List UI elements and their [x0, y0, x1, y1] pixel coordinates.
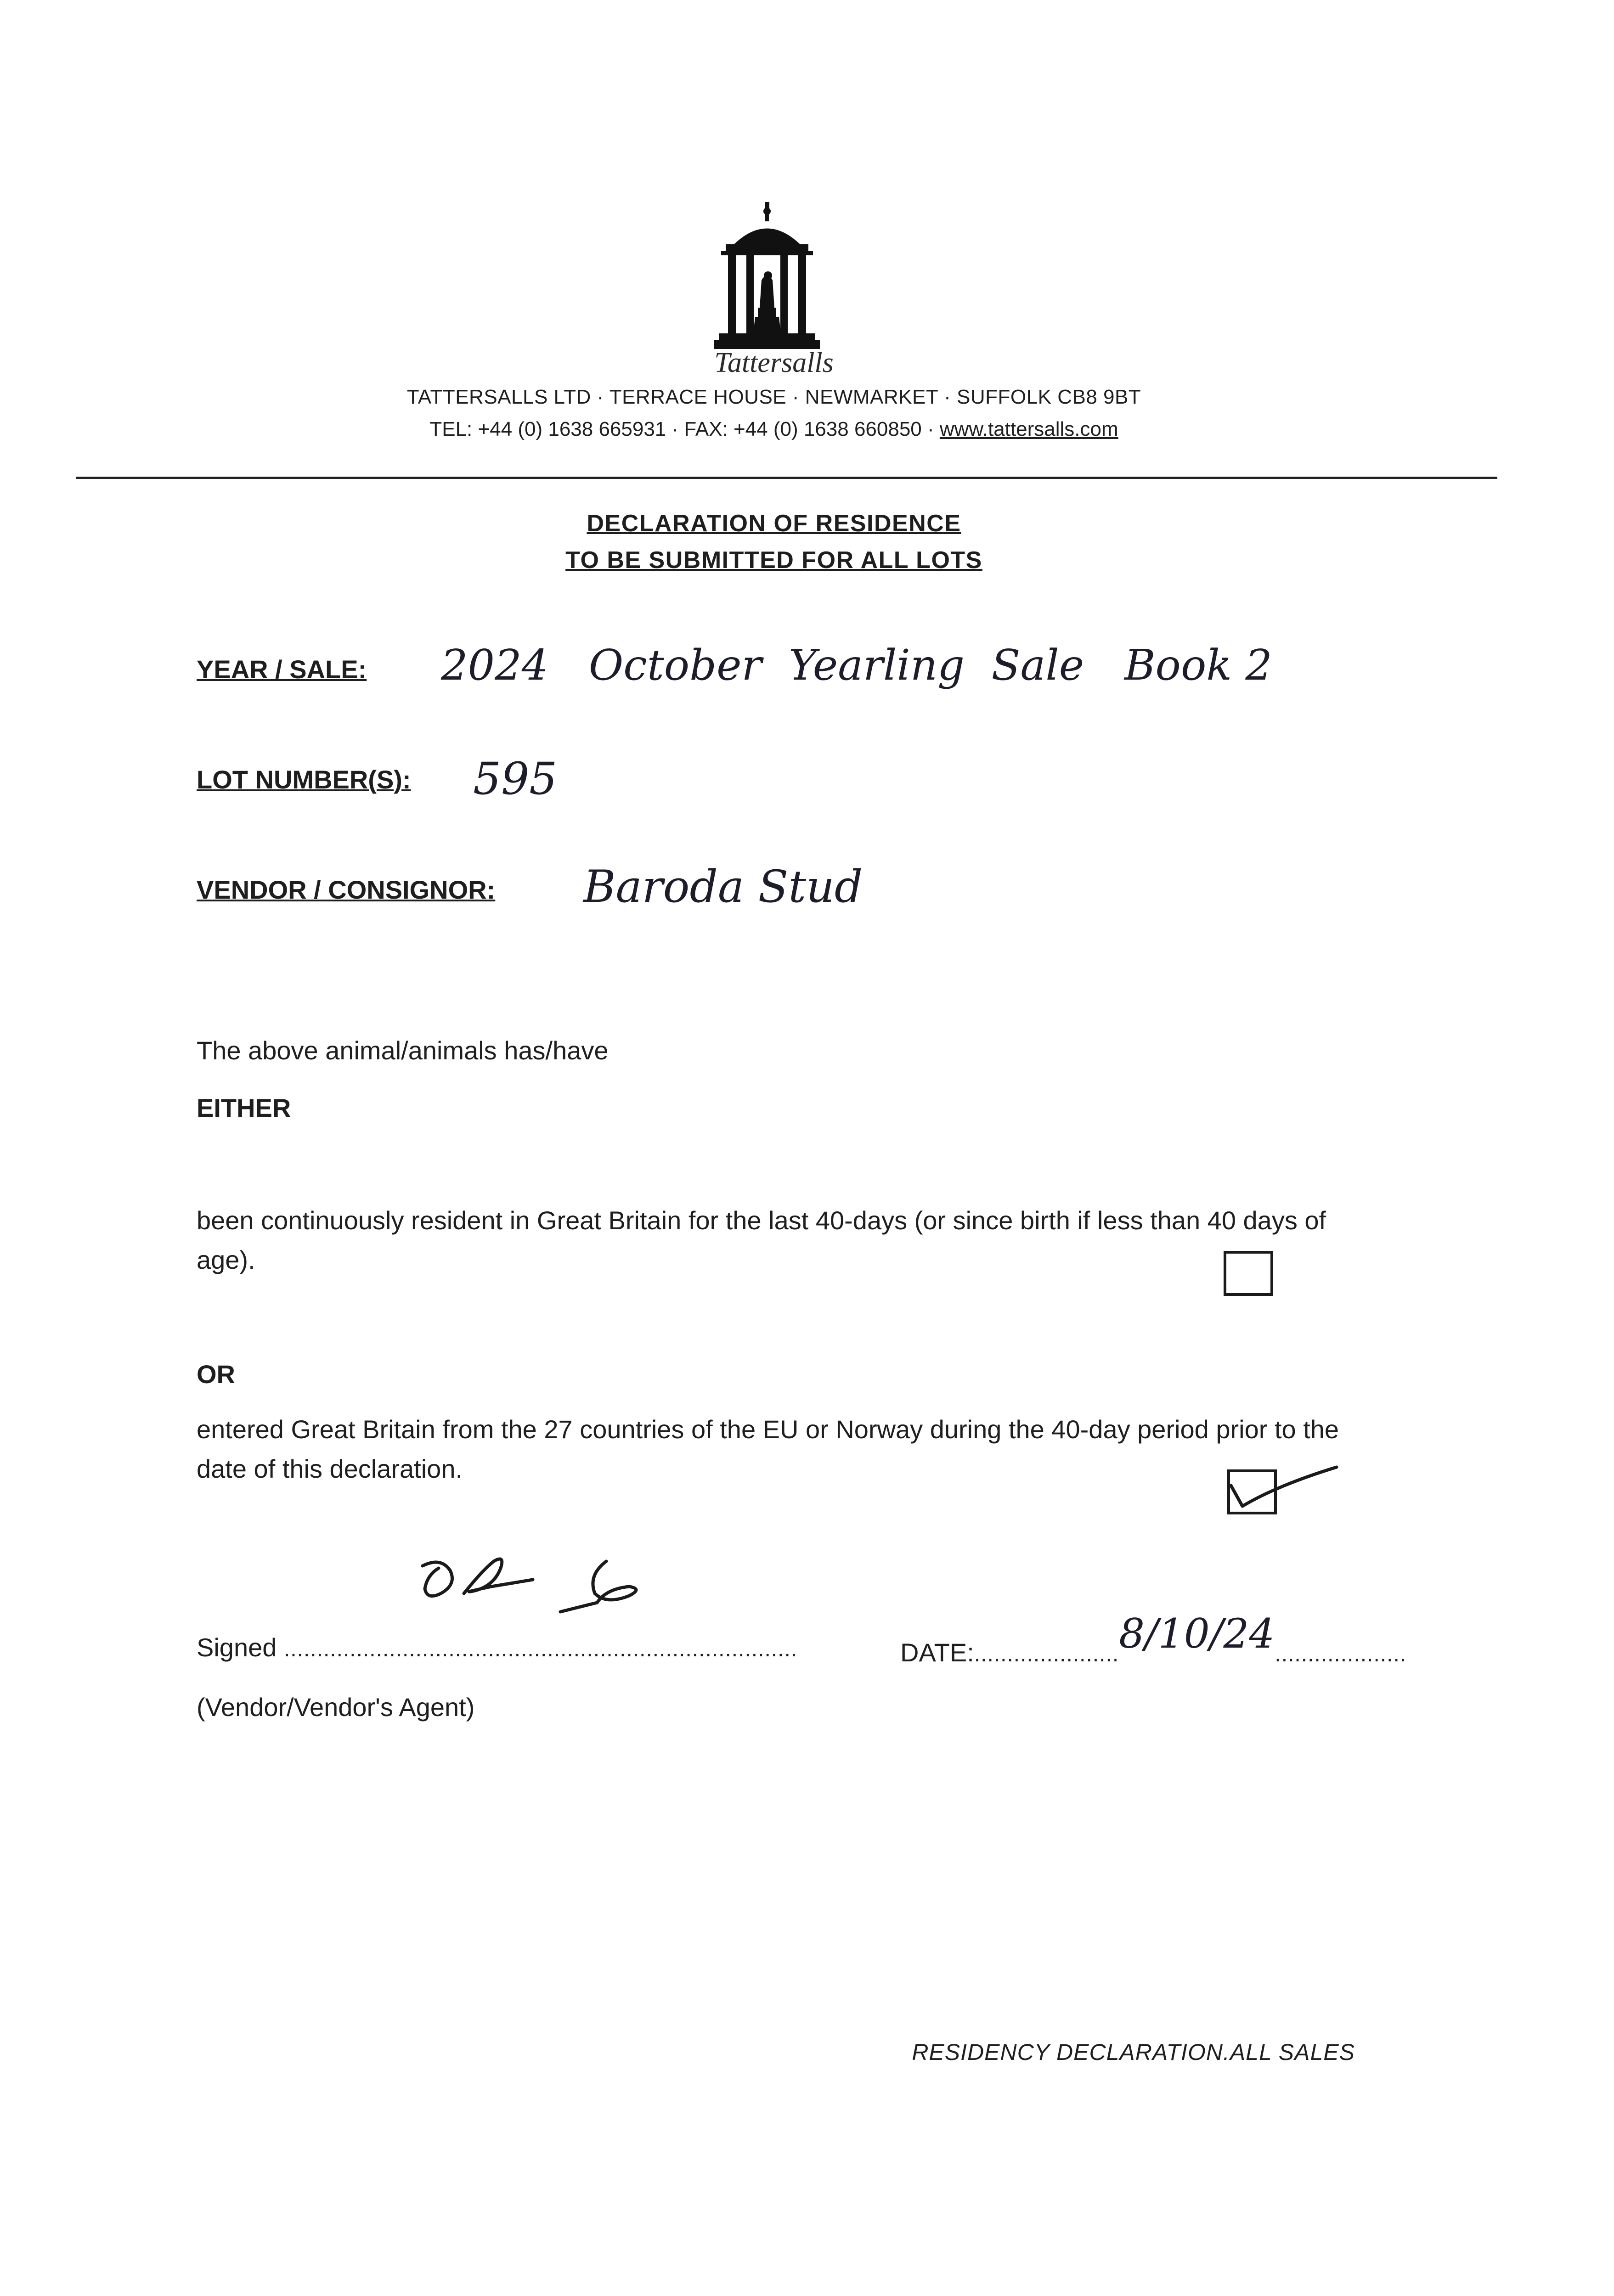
signer-role: (Vendor/Vendor's Agent)	[197, 1693, 475, 1722]
year-sale-label: YEAR / SALE:	[197, 655, 367, 684]
signed-field[interactable]: ..............................................................................	[283, 1637, 798, 1661]
option-1-checkbox[interactable]	[1224, 1251, 1273, 1296]
vendor-label: VENDOR / CONSIGNOR:	[197, 875, 496, 904]
header-divider	[76, 477, 1497, 479]
document-subtitle: TO BE SUBMITTED FOR ALL LOTS	[565, 547, 982, 574]
vendor-value[interactable]: Baroda Stud	[583, 861, 863, 912]
checkmark-icon	[1222, 1453, 1341, 1522]
or-label: OR	[197, 1360, 235, 1389]
date-value[interactable]: 8/10/24	[1119, 1610, 1275, 1657]
brand-name: Tattersalls	[714, 347, 834, 378]
option-2-text: entered Great Britain from the 27 countries of the EU or Norway during the 40-day period prior to the date of this declaration.	[197, 1415, 1339, 1483]
footer-reference: RESIDENCY DECLARATION.ALL SALES	[912, 2039, 1355, 2065]
signed-label: Signed	[197, 1633, 277, 1662]
intro-text: The above animal/animals has/have	[197, 1036, 609, 1065]
lot-number-label: LOT NUMBER(S):	[197, 765, 411, 794]
tattersalls-logo-icon	[707, 202, 827, 354]
either-label: EITHER	[197, 1093, 291, 1122]
document-title: DECLARATION OF RESIDENCE	[587, 510, 961, 537]
contact-line	[0, 418, 1548, 441]
phone-fax: TEL: +44 (0) 1638 665931 · FAX: +44 (0) 1638 660850 ·	[429, 418, 940, 440]
signed-line	[197, 1628, 797, 1669]
date-line: DATE:......................8/10/24....................	[900, 1610, 1407, 1667]
signature-mark	[413, 1543, 698, 1635]
lot-number-value[interactable]: 595	[473, 753, 558, 805]
company-address: TATTERSALLS LTD · TERRACE HOUSE · NEWMARKET · SUFFOLK CB8 9BT	[406, 386, 1141, 408]
option-1-text: been continuously resident in Great Britain for the last 40-days (or since birth if less than 40 days of age).	[197, 1206, 1326, 1274]
year-sale-value[interactable]: 2024 October Yearling Sale Book 2	[441, 641, 1272, 690]
date-label: DATE:	[900, 1638, 974, 1667]
website-link[interactable]: www.tattersalls.com	[939, 418, 1118, 440]
